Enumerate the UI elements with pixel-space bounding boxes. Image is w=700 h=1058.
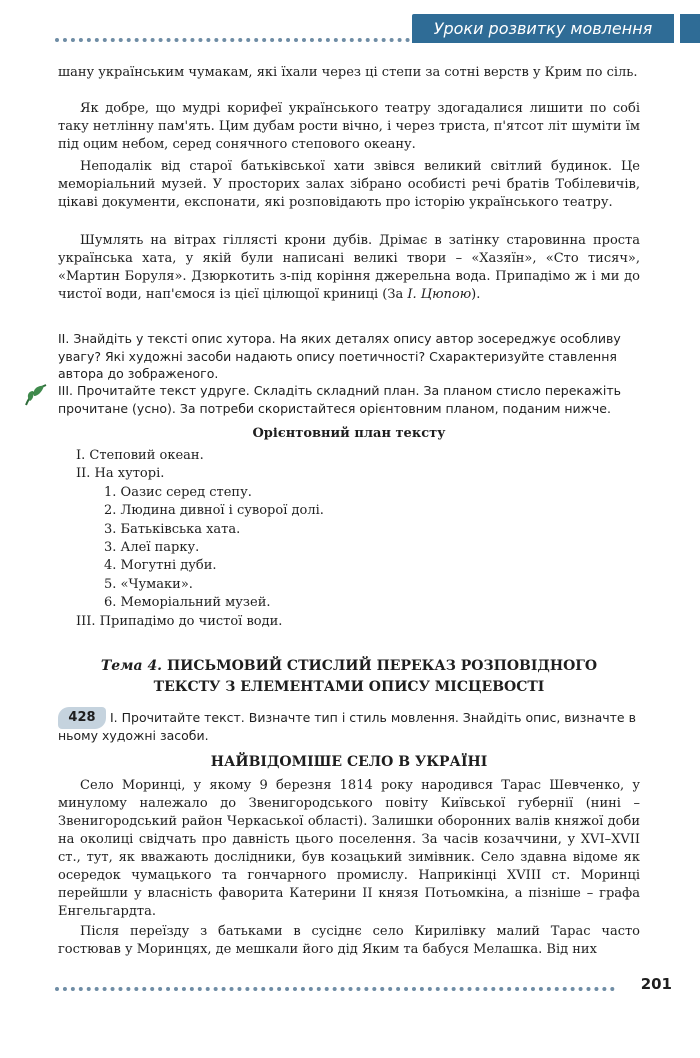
theme-line-1	[58, 656, 640, 677]
section-header-tab: Уроки розвитку мовлення	[412, 14, 674, 43]
theme-label: Тема 4.	[100, 658, 163, 674]
exercise-428-task	[58, 709, 640, 744]
plan-subitem: 1. Оазис серед степу.	[104, 484, 252, 500]
header-dotted-rule	[55, 38, 410, 42]
task-2: ІІ. Знайдіть у тексті опис хутора. На яких деталях опису автор зосереджує особливу увагу? Які художні засоби надають опису поетичності? Схарактеризуйте ставлення автора до зображеного.	[58, 331, 621, 381]
plan-subitem: 3. Алеї парку.	[104, 540, 200, 556]
paragraph-4-body: Шумлять на вітрах гіллясті крони дубів. Дрімає в затінку старовинна проста українська хата, у якій були написані великі твори – «Хазяїн», «Сто тисяч», «Мартин Боруля». Дзюркотить з-під коріння джерельна вода. Припадімо ж і ми до чистої води, нап'ємося із цієї цілющої криниці (За	[58, 233, 640, 302]
story-paragraph-1: Село Моринці, у якому 9 березня 1814 року народився Тарас Шевченко, у минулому належало до Звенигородського повіту Київської губернії (нині – Звенигородський район Черкаської області). Залишки оборонних валів княжої доби на околиці свідчать про давність цього поселення. За часів козаччини, у XVI–XVII ст., тут, як вважають дослідники, був козацький зимівник. Село здавна відоме як осередок чумацького та гончарного промислу. Наприкінці XVIII ст. Моринці перейшли у власність фаворита Катерини II князя Потьомкіна, а пізніше – графа Енгельгардта.	[58, 778, 640, 919]
text-paragraph-3: Неподалік від старої батьківської хати звівся великий світлий будинок. Це меморіальний музей. У просторих залах зібрано особисті речі братів Тобілевичів, цікаві документи, експонати, які розповідають про історію українського театру.	[58, 159, 640, 210]
plan-subitem: 6. Меморіальний музей.	[104, 595, 271, 611]
footer-dotted-rule	[55, 987, 615, 991]
leaf-icon	[22, 381, 50, 409]
story-title: НАЙВІДОМІШЕ СЕЛО В УКРАЇНІ	[210, 754, 488, 770]
plan-title: Орієнтовний план тексту	[252, 426, 446, 441]
exercise-text: І. Прочитайте текст. Визначте тип і стиль мовлення. Знайдіть опис, визначте в ньому художні засоби.	[58, 710, 636, 743]
header-edge-block	[680, 14, 700, 43]
theme-heading	[58, 656, 640, 698]
plan-subitem: 5. «Чумаки».	[104, 576, 193, 592]
theme-title-line1: ПИСЬМОВИЙ СТИСЛИЙ ПЕРЕКАЗ РОЗПОВІДНОГО	[166, 658, 598, 674]
plan-item: І. Степовий океан.	[76, 448, 204, 463]
plan-subitem: 4. Могутні дуби.	[104, 558, 217, 574]
task-3: ІІІ. Прочитайте текст удруге. Складіть складний план. За планом стисло перекажіть прочитане (усно). За потреби скористайтеся орієнтовним планом, поданим нижче.	[58, 383, 621, 416]
theme-title-line2: ТЕКСТУ З ЕЛЕМЕНТАМИ ОПИСУ МІСЦЕВОСТІ	[153, 679, 545, 695]
text-paragraph-4	[58, 232, 640, 304]
text-paragraph-1: шану українським чумакам, які їхали через ці степи за сотні верств у Крим по сіль.	[58, 65, 638, 80]
story-paragraph-2: Після переїзду з батьками в сусіднє село Кирилівку малий Тарас часто гостював у Моринцях, де мешкали його дід Яким та бабуся Мелашка. Від них	[58, 924, 640, 957]
source-author: І. Цюпою	[407, 287, 472, 302]
plan-subitem: 2. Людина дивної і суворої долі.	[104, 503, 324, 519]
page-number: 201	[640, 975, 672, 993]
source-close: ).	[471, 287, 481, 302]
plan-list	[76, 447, 324, 631]
plan-item: ІІІ. Припадімо до чистої води.	[76, 613, 283, 629]
exercise-number-badge: 428	[58, 707, 106, 729]
plan-item: ІІ. На хуторі.	[76, 466, 165, 482]
text-paragraph-2: Як добре, що мудрі корифеї українського театру здогадалися лишити по собі таку нетлінну пам'ять. Цим дубам рости вічно, і через триста, п'ятсот літ шуміти їм під оцим небом, серед сонячного степового океану.	[58, 101, 640, 152]
plan-subitem: 3. Батьківська хата.	[104, 521, 241, 537]
